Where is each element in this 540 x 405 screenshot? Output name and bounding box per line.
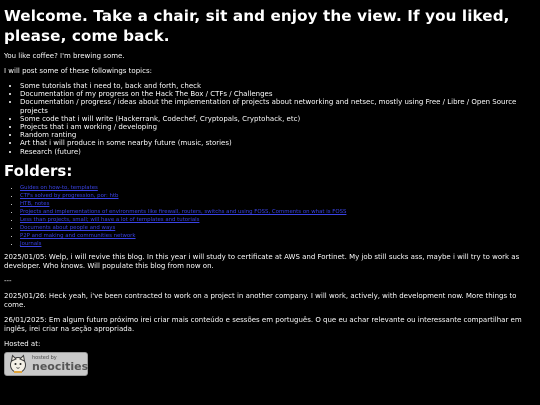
- hosted-at-label: Hosted at:: [4, 339, 41, 348]
- list-item: • Projects that i am working / developing: [20, 123, 536, 131]
- list-item: • Random ranting: [20, 131, 536, 139]
- list-item: • Research (future): [20, 148, 536, 156]
- folder-link[interactable]: CTFs solved by progression, por: htb: [20, 192, 119, 199]
- folders-list: [4, 184, 536, 248]
- folder-item: [20, 200, 536, 208]
- folder-item: [20, 224, 536, 232]
- list-item: • Documentation of my progress on the Hack The Box / CTFs / Challenges: [20, 90, 536, 98]
- blog-entry: 2025/01/05: Welp, i will revive this blog. In this year i will study to certificate at AWS and Fortinet. My job still sucks ass, maybe i will try to work as developer. Who knows. Will populate this blog from now on.: [4, 252, 520, 270]
- folder-link[interactable]: HTB, notes: [20, 200, 50, 207]
- folder-item: [20, 184, 536, 192]
- badge-big-text: neocities: [32, 359, 89, 373]
- list-item: • Some code that i will write (Hackerrank, Codechef, Cryptopals, Cryptohack, etc): [20, 115, 536, 123]
- neocities-cat-icon: [8, 354, 28, 374]
- badge-text: [32, 356, 88, 372]
- badge-small-text: hosted by: [32, 354, 57, 361]
- blog-entry: 2025/01/26: Heck yeah, i've been contracted to work on a project in another company. I will work, actively, with development now. More things to come.: [4, 291, 517, 309]
- folder-link[interactable]: P2P and making and communities network: [20, 232, 136, 239]
- folder-item: [20, 232, 536, 240]
- folder-item: [20, 192, 536, 200]
- coffee-text: You like coffee? I'm brewing some.: [4, 52, 125, 60]
- list-item: • Some tutorials that i need to, back and forth, check: [20, 82, 536, 90]
- folder-item: [20, 240, 536, 248]
- folder-item: [20, 208, 536, 216]
- page-title: Welcome. Take a chair, sit and enjoy the view. If you liked, please, come back.: [4, 7, 510, 45]
- list-item: • Documentation / progress / ideas about the implementation of projects about networking and netsec, mostly using Free / Libre / Open Source projects: [20, 98, 536, 114]
- separator: ---: [4, 276, 12, 285]
- neocities-badge[interactable]: [4, 352, 88, 376]
- folders-heading: Folders:: [4, 161, 73, 180]
- folder-link[interactable]: Guides on how-to, templates: [20, 184, 98, 191]
- blog-entry: 26/01/2025: Em algum futuro próximo irei criar mais conteúdo e sessões em português. O que eu achar relevante ou interessante compartilhar em inglês, irei criar na seção apropriada.: [4, 315, 522, 333]
- topics-list: [4, 82, 536, 156]
- folder-link[interactable]: Less than projects, small; will have a lot of templates and tutorials: [20, 216, 200, 223]
- folder-item: [20, 216, 536, 224]
- topics-lead: I will post some of these followings topics:: [4, 67, 152, 75]
- folder-link[interactable]: Projects and implementations of environments like firewall, routers, switchs and using FOSS, Comments on what is FOSS: [20, 208, 347, 215]
- folder-link[interactable]: Journals: [20, 240, 42, 247]
- folder-link[interactable]: Documents about people and ways: [20, 224, 116, 231]
- list-item: • Art that i will produce in some nearby future (music, stories): [20, 139, 536, 147]
